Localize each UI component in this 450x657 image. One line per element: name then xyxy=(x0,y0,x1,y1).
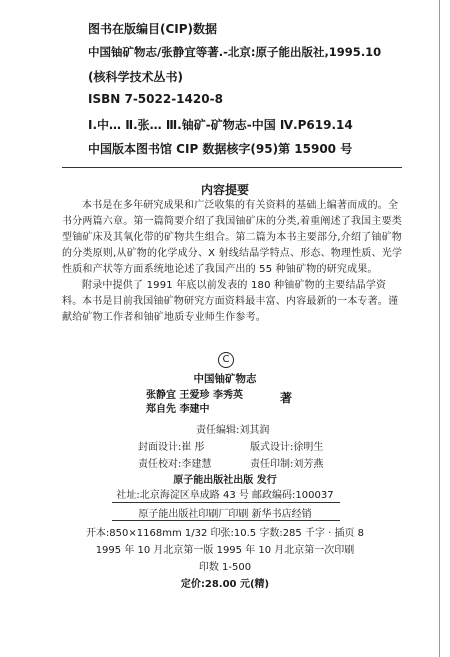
cover-design-credit: 封面设计:崔 彤 xyxy=(138,442,205,453)
publisher-line: 原子能出版社出版 发行 xyxy=(173,475,277,486)
cip-line-record: 中国版本图书馆 CIP 数据核字(95)第 15900 号 xyxy=(88,142,353,156)
publisher-address: 社址:北京海淀区阜成路 43 号 邮政编码:100037 xyxy=(116,490,334,501)
editor-credit: 责任编辑:刘其润 xyxy=(196,425,270,436)
summary-heading: 内容提要 xyxy=(200,183,249,197)
copyright-icon: C xyxy=(218,352,234,368)
cip-heading: 图书在版编目(CIP)数据 xyxy=(88,22,218,36)
summary-paragraph-1: 本书是在多年研究成果和广泛收集的有关资料的基础上编著而成的。全书分两篇六章。第一篇简要介绍了我国铀矿床的分类,着重阐述了我国主要类型铀矿床及其氧化带的矿物共生组合。第二篇为本书主要部分,介绍了铀矿物的分类原则,从矿物的化学成分、X 射线结晶学特点、形态、物理性质、光学性质和产状等方面系统地论述了我国产出的 55 种铀矿物的研究成果。 xyxy=(62,200,403,275)
price-line: 定价:28.00 元(精) xyxy=(180,579,270,590)
printing-supervisor-credit: 责任印制:刘芳燕 xyxy=(250,459,324,470)
cip-line-title: 中国铀矿物志/张静宜等著.-北京:原子能出版社,1995.10 xyxy=(88,45,382,59)
authors-row-1: 张静宜 王爱珍 李秀英 xyxy=(146,390,243,401)
cip-line-series: (核科学技术丛书) xyxy=(88,70,183,84)
page-edge-line xyxy=(439,0,440,657)
layout-design-credit: 版式设计:徐明生 xyxy=(250,442,324,453)
cip-line-classification: Ⅰ.中… Ⅱ.张… Ⅲ.铀矿-矿物志-中国 Ⅳ.P619.14 xyxy=(88,118,353,132)
summary-paragraph-3: 本书是目前我国铀矿物研究方面资料最丰富、内容最新的一本专著。谨献给矿物工作者和铀矿地质专业师生作参考。 xyxy=(62,296,399,323)
print-run-line: 印数 1-500 xyxy=(198,562,252,573)
divider-lower xyxy=(112,520,340,521)
divider-top xyxy=(62,167,402,168)
cip-line-isbn: ISBN 7-5022-1420-8 xyxy=(88,92,223,106)
divider-mid xyxy=(112,502,340,503)
edition-line: 1995 年 10 月北京第一版 1995 年 10 月北京第一次印刷 xyxy=(95,545,355,556)
authors-suffix: 著 xyxy=(280,391,293,405)
printer-line: 原子能出版社印刷厂印刷 新华书店经销 xyxy=(138,509,312,520)
book-title: 中国铀矿物志 xyxy=(193,373,257,385)
proofreader-credit: 责任校对:李建慧 xyxy=(138,459,212,470)
authors-row-2: 郑自先 李建中 xyxy=(146,404,210,415)
format-line: 开本:850×1168mm 1/32 印张:10.5 字数:285 千字 · 插页 8 xyxy=(85,528,365,539)
summary-paragraph-2: 附录中提供了 1991 年底以前发表的 180 种铀矿物的主要结晶学资料。 xyxy=(62,280,387,307)
